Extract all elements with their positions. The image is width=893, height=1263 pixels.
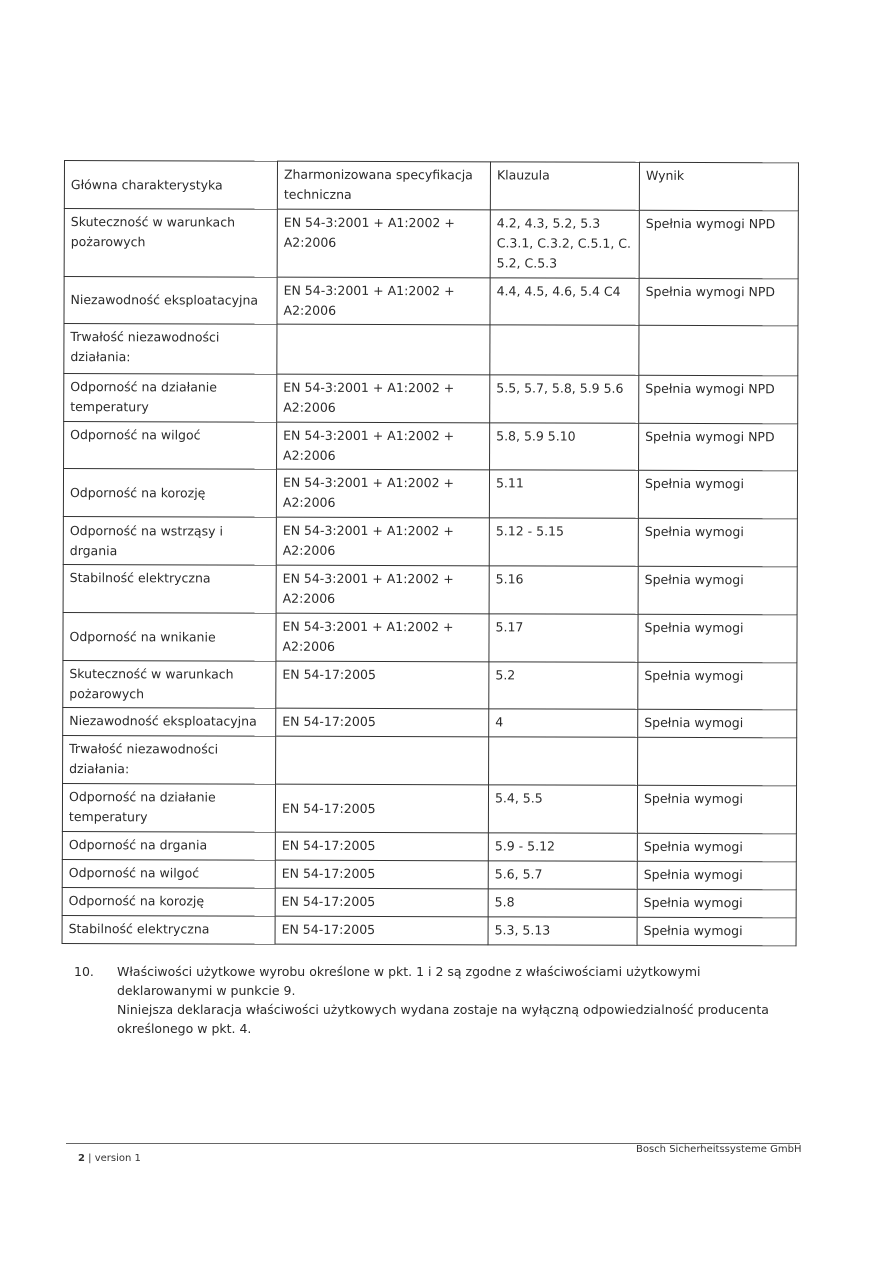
cell-clause: 5.5, 5.7, 5.8, 5.9 5.6 [490,375,639,423]
cell-result: Spełnia wymogi NPD [639,423,798,470]
table-row [63,707,797,737]
header-specification: Zharmonizowana specyfikacja techniczna [277,161,490,210]
cell-clause: 4.2, 4.3, 5.2, 5.3 C.3.1, C.3.2, C.5.1, C. 5.2, C.5.3 [490,210,639,278]
cell-specification: EN 54-17:2005 [275,784,488,833]
section-10 [74,962,794,1038]
cell-specification: EN 54-3:2001 + A1:2002 + A2:2006 [277,277,490,325]
cell-characteristic: Trwałość niezawodności działania: [63,735,276,784]
cell-specification: EN 54-3:2001 + A1:2002 + A2:2006 [276,613,489,662]
cell-result: Spełnia wymogi [637,785,796,833]
table-row [62,915,796,945]
header-clause: Klauzula [490,162,639,210]
cell-result: Spełnia wymogi [638,662,797,709]
header-result: Wynik [639,162,798,210]
cell-result: Spełnia wymogi NPD [639,375,798,423]
table-row [64,324,798,376]
cell-characteristic: Niezawodność eksploatacyjna [64,277,277,325]
cell-specification: EN 54-17:2005 [276,661,489,709]
table-row [62,831,796,861]
table-row [63,612,797,662]
cell-characteristic: Odporność na wnikanie [63,612,276,661]
cell-characteristic: Stabilność elektryczna [63,564,276,613]
cell-specification: EN 54-3:2001 + A1:2002 + A2:2006 [277,374,490,423]
cell-specification: EN 54-17:2005 [275,860,488,889]
cell-result [638,737,797,785]
table-row [63,735,797,785]
cell-characteristic: Odporność na drgania [62,831,275,860]
cell-result: Spełnia wymogi [638,566,797,614]
cell-characteristic: Trwałość niezawodności działania: [64,324,277,375]
characteristics-table [62,160,799,946]
cell-characteristic: Odporność na korozję [62,887,275,916]
cell-clause [489,737,638,785]
cell-result: Spełnia wymogi [638,518,797,566]
cell-result [639,325,798,375]
cell-clause: 5.3, 5.13 [488,917,637,945]
cell-specification: EN 54-3:2001 + A1:2002 + A2:2006 [277,209,490,278]
cell-specification: EN 54-3:2001 + A1:2002 + A2:2006 [276,517,489,566]
table-header-row [64,161,798,211]
cell-characteristic: Odporność na wilgoć [62,859,275,888]
table-row [63,469,797,519]
cell-specification: EN 54-3:2001 + A1:2002 + A2:2006 [276,469,489,518]
cell-clause [490,325,639,375]
cell-result: Spełnia wymogi NPD [639,278,798,325]
conformity-statement: Właściwości użytkowe wyrobu określone w pkt. 1 i 2 są zgodne z właściwościami użytkowymi deklarowanymi w punkcie 9. [117,964,701,998]
cell-result: Spełnia wymogi [637,861,796,889]
cell-result: Spełnia wymogi [637,917,796,945]
cell-result: Spełnia wymogi [638,470,797,518]
cell-characteristic: Odporność na działanie temperatury [62,783,275,832]
cell-characteristic: Stabilność elektryczna [62,915,275,944]
page-number: 2 | version 1 [78,1153,141,1164]
cell-result: Spełnia wymogi NPD [639,210,798,278]
cell-clause: 5.16 [489,566,638,614]
cell-specification: EN 54-17:2005 [276,708,489,737]
table-row [62,859,796,889]
cell-result: Spełnia wymogi [638,614,797,662]
cell-specification: EN 54-17:2005 [275,916,488,945]
cell-specification [277,324,490,375]
cell-specification: EN 54-3:2001 + A1:2002 + A2:2006 [277,422,490,470]
responsibility-statement: Niniejsza deklaracja właściwości użytkowych wydana zostaje na wyłączną odpowiedzialność producenta określonego w pkt. 4. [117,1002,769,1036]
cell-specification: EN 54-17:2005 [275,888,488,917]
cell-specification [276,736,489,785]
table-row [64,422,798,471]
cell-clause: 5.4, 5.5 [488,785,637,833]
cell-specification: EN 54-3:2001 + A1:2002 + A2:2006 [276,565,489,614]
cell-clause: 4 [489,709,638,737]
cell-characteristic: Skuteczność w warunkach pożarowych [63,660,276,708]
cell-characteristic: Niezawodność eksploatacyjna [63,707,276,736]
cell-clause: 5.8 [488,889,637,917]
table-row [64,374,798,424]
table-row [62,783,796,833]
table-row [64,209,798,279]
table-row [63,564,797,614]
cell-characteristic: Odporność na korozję [63,469,276,518]
cell-clause: 5.17 [489,614,638,662]
cell-clause: 5.2 [489,662,638,709]
table-row [62,887,796,917]
cell-result: Spełnia wymogi [638,709,797,737]
section-number: 10. [74,964,94,979]
header-characteristic: Główna charakterystyka [64,161,277,210]
cell-clause: 5.9 - 5.12 [488,833,637,861]
cell-characteristic: Odporność na wilgoć [64,422,277,470]
cell-characteristic: Skuteczność w warunkach pożarowych [64,209,277,278]
cell-clause: 5.8, 5.9 5.10 [490,423,639,470]
cell-specification: EN 54-17:2005 [275,832,488,861]
table-row [63,516,797,566]
cell-result: Spełnia wymogi [637,889,796,917]
cell-characteristic: Odporność na działanie temperatury [64,374,277,423]
cell-clause: 4.4, 4.5, 4.6, 5.4 C4 [490,278,639,325]
table-row [64,277,798,326]
cell-clause: 5.12 - 5.15 [489,518,638,566]
cell-result: Spełnia wymogi [637,833,796,861]
cell-clause: 5.11 [489,470,638,518]
company-name: Bosch Sicherheitssysteme GmbH [636,1144,802,1155]
cell-characteristic: Odporność na wstrząsy i drgania [63,516,276,565]
table-row [63,660,797,709]
cell-clause: 5.6, 5.7 [488,861,637,889]
